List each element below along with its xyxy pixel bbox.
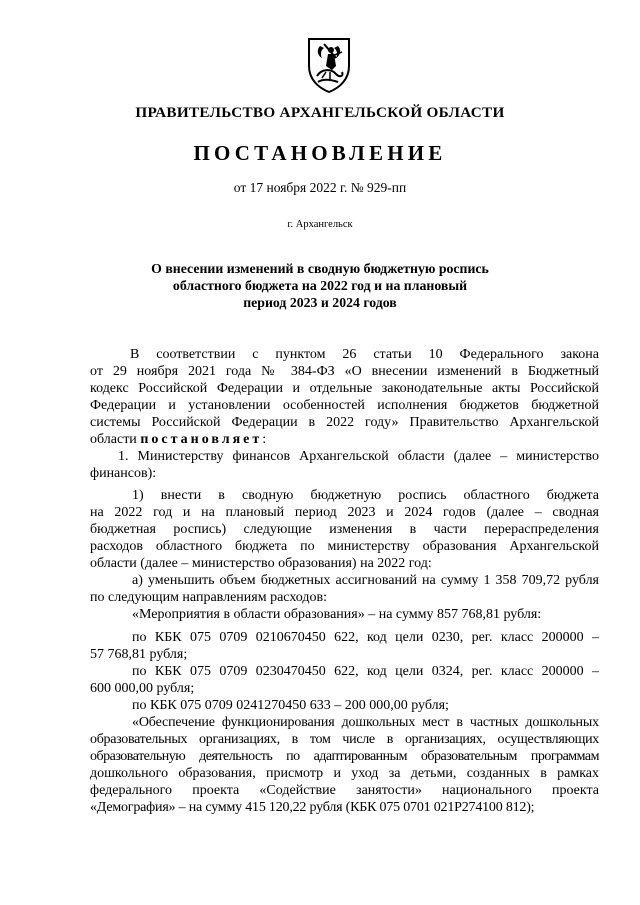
body-line: по КБК 075 0709 0241270450 633 – 200 000,00 рубля;	[132, 698, 449, 713]
document-city: г. Архангельск	[287, 219, 353, 230]
body-line: «Демография» – на сумму 415 120,22 рубля (КБК 075 0701 021Р274100 812);	[90, 800, 535, 815]
document-title-line: О внесении изменений в сводную бюджетную роспись	[151, 261, 489, 276]
body-line: бюджетная роспись) следующие изменения в части перераспределения	[90, 522, 599, 537]
body-line: В соответствии с пунктом 26 статьи 10 Федерального закона	[130, 347, 599, 362]
body-text: :	[262, 432, 267, 447]
body-line: на 2022 год и на плановый период 2023 и 2024 годов (далее – сводная	[90, 505, 599, 520]
document-type: ПОСТАНОВЛЕНИЕ	[193, 141, 447, 165]
body-line: по КБК 075 0709 0210670450 622, код цели 0230, рег. класс 200000 –	[132, 630, 599, 645]
document-title-line: период 2023 и 2024 годов	[243, 295, 397, 310]
body-line: системы Российской Федерации в 2022 году» Правительство Архангельской	[90, 415, 599, 430]
arkhangelsk-coat-of-arms-icon	[306, 36, 352, 94]
body-line: «Мероприятия в области образования» – на сумму 857 768,81 рубля:	[132, 607, 542, 622]
government-name: ПРАВИТЕЛЬСТВО АРХАНГЕЛЬСКОЙ ОБЛАСТИ	[135, 104, 505, 121]
body-text: области	[90, 432, 141, 447]
body-line: образовательную деятельность по адаптированным образовательным программам	[90, 749, 599, 764]
body-line: финансов):	[90, 466, 157, 481]
body-line: Федерации и установлении особенностей исполнения бюджетов бюджетной	[90, 398, 599, 413]
body-line: 600 000,00 рубля;	[90, 681, 195, 696]
body-line: области (далее – министерство образования) на 2022 год:	[90, 556, 432, 571]
resolves-word: постановляет	[140, 432, 263, 447]
body-line: дошкольного образования, присмотр и уход за детьми, созданных в рамках	[90, 766, 599, 781]
body-line: федерального проекта «Содействие занятости» национального проекта	[90, 783, 599, 798]
body-line: по КБК 075 0709 0230470450 622, код цели 0324, рег. класс 200000 –	[132, 664, 599, 679]
body-line: «Обеспечение функционирования дошкольных мест в частных дошкольных	[132, 715, 599, 730]
body-line: 1. Министерству финансов Архангельской области (далее – министерство	[118, 449, 599, 464]
body-line: а) уменьшить объем бюджетных ассигнований на сумму 1 358 709,72 рубля	[132, 573, 599, 588]
body-line: образовательных организациях, в том числе в организациях, осуществляющих	[90, 732, 599, 747]
body-line: 57 768,81 рубля;	[90, 647, 188, 662]
body-line	[90, 431, 599, 448]
body-line: по следующим направлениям расходов:	[90, 590, 328, 605]
document-title-line: областного бюджета на 2022 год и на плановый	[172, 278, 468, 293]
body-line: 1) внести в сводную бюджетную роспись областного бюджета	[132, 488, 599, 503]
body-line: кодекс Российской Федерации и отдельные законодательные акты Российской	[90, 381, 599, 396]
document-date-number: от 17 ноября 2022 г. № 929-пп	[233, 180, 407, 195]
body-line: расходов областного бюджета по министерству образования Архангельской	[90, 539, 599, 554]
body-line: от 29 ноября 2021 года № 384-ФЗ «О внесении изменений в Бюджетный	[90, 364, 599, 379]
